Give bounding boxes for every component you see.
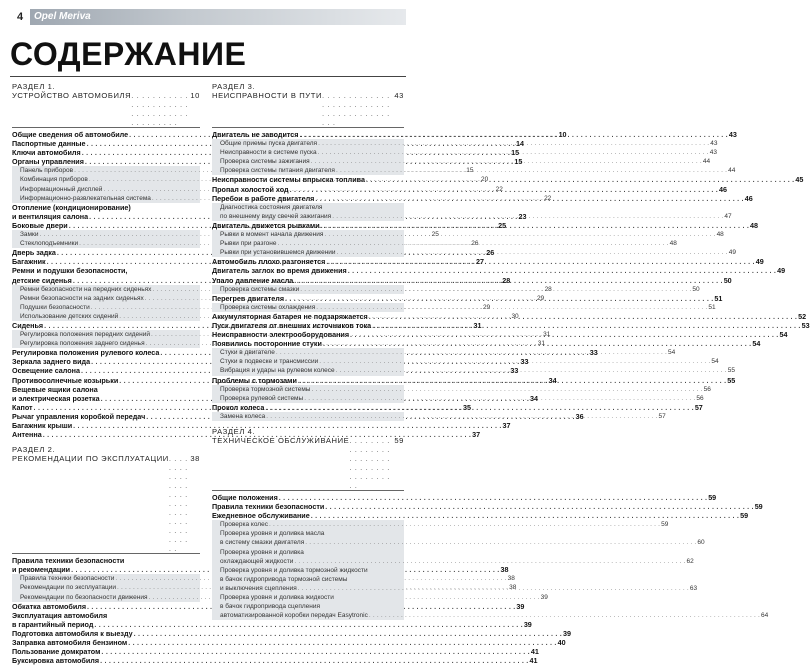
toc-entry-label: Информационно-развлекательная система — [20, 194, 151, 202]
toc-entry-page: 59 — [754, 502, 763, 512]
toc-entry-page: 29 — [536, 294, 545, 302]
toc-entry[interactable] — [212, 520, 669, 529]
dot-leader — [276, 348, 667, 357]
toc-entry[interactable] — [12, 647, 539, 657]
toc-entry-page: 38 — [509, 584, 517, 592]
toc-entry-page: 55 — [727, 375, 736, 385]
page-title: СОДЕРЖАНИЕ — [10, 36, 247, 72]
dot-leader — [285, 294, 713, 303]
toc-entry-label: Боковые двери — [12, 220, 68, 230]
toc-entry-page: 40 — [557, 638, 566, 648]
toc-entry-page: 63 — [689, 584, 698, 592]
toc-entry-page: 43 — [728, 130, 737, 139]
toc-entry-page: 41 — [529, 656, 538, 665]
dot-leader — [336, 366, 727, 375]
toc-entry-label: Двигатель заглох во время движения — [212, 266, 347, 276]
toc-entry-page: 31 — [543, 331, 551, 339]
dot-leader — [94, 620, 522, 629]
dot-leader — [299, 130, 727, 139]
toc-entry-page: 39 — [540, 593, 548, 601]
toc-entry-label: Проверка уровня и доливка жидкости — [220, 594, 334, 602]
toc-entry-label: и выключения сцепления — [220, 584, 297, 592]
dot-leader — [294, 276, 722, 285]
brand-title: Opel Meriva — [34, 11, 91, 22]
toc-entry-label: Паспортные данные — [12, 139, 86, 149]
dot-leader — [300, 285, 691, 294]
dot-leader — [101, 647, 529, 656]
toc-entry-page: 25 — [498, 220, 507, 230]
toc-entry-label: автоматизированной коробки передач Easytronic — [220, 612, 368, 620]
toc-entry-page: 48 — [716, 231, 724, 239]
dot-leader — [348, 266, 776, 275]
dot-leader — [265, 403, 693, 412]
toc-entry-page: 22 — [495, 185, 503, 193]
toc-entry-label: Проверка рулевой системы — [220, 394, 304, 402]
dot-leader — [324, 230, 715, 239]
toc-entry-label: Проверка колес — [220, 521, 268, 529]
toc-entry-label: Регулировка положения рулевого колеса — [12, 348, 160, 358]
toc-entry-page: 60 — [697, 539, 705, 547]
toc-entry-page: 30 — [511, 312, 519, 320]
toc-entry-page: 34 — [530, 393, 539, 403]
title-divider — [10, 76, 406, 77]
toc-entry[interactable] — [212, 385, 711, 394]
toc-entry-label: Проверка уровня и доливка — [220, 548, 304, 556]
toc-entry-page: 54 — [667, 349, 676, 357]
section-1-title[interactable]: УСТРОЙСТВО АВТОМОБИЛЯ . . . 10 — [12, 91, 200, 128]
toc-entry-page: 14 — [515, 139, 524, 149]
dot-leader — [269, 520, 660, 529]
toc-entry-page: 43 — [709, 149, 717, 157]
dot-leader — [316, 303, 707, 312]
toc-entry-page: 15 — [466, 167, 474, 175]
header-bar — [10, 9, 406, 25]
section-1-head: РАЗДЕЛ 1. — [12, 82, 56, 91]
toc-entry-page: 59 — [740, 511, 749, 521]
toc-entry-page: 31 — [473, 320, 482, 330]
toc-entry[interactable] — [12, 628, 572, 638]
toc-entry-page: 28 — [544, 285, 552, 293]
toc-entry-label: Перегрев двигателя — [212, 293, 285, 303]
dot-leader — [298, 376, 726, 385]
toc-entry-label: Замки — [20, 231, 39, 239]
toc-entry-label: в гарантийный период — [12, 619, 94, 629]
toc-entry-page: 59 — [708, 493, 717, 502]
toc-entry-page: 10 — [558, 130, 567, 139]
toc-entry-label: Отопление (кондиционирование) — [12, 202, 131, 212]
dot-leader — [294, 557, 685, 566]
dot-leader — [266, 412, 657, 421]
toc-entry-label: Правила техники безопасности — [12, 556, 125, 566]
toc-entry-label: Общие положения — [212, 493, 278, 502]
toc-entry-label: Вибрация и удары на рулевом колесе — [220, 367, 335, 375]
toc-entry-label: Аккумуляторная батарея не подзаряжается — [212, 311, 368, 321]
toc-entry-label: Рекомендации по эксплуатации — [20, 584, 116, 592]
dot-leader — [100, 656, 528, 665]
toc-entry-label: Пользование домкратом — [12, 647, 101, 657]
toc-entry-page: 53 — [801, 320, 810, 330]
page-number: 4 — [10, 9, 30, 25]
toc-entry-label: Проверка уровня и доливка масла — [220, 530, 325, 538]
toc-entry-label: Замена колеса — [220, 412, 266, 420]
dot-leader — [278, 239, 669, 248]
toc-entry-label: Буксировка автомобиля — [12, 656, 100, 665]
toc-entry-page: 22 — [544, 194, 552, 202]
toc-entry-page: 15 — [514, 157, 523, 167]
toc-entry-label: Вещевые ящики салона — [12, 384, 98, 394]
toc-entry-label: Правила техники безопасности — [20, 575, 115, 583]
dot-leader — [332, 212, 723, 221]
toc-entry-page: 54 — [711, 358, 719, 366]
toc-entry-label: Проверка системы зажигания — [220, 158, 310, 166]
toc-entry-page: 20 — [480, 176, 489, 184]
toc-entry-label: Проверка системы питания двигателя — [220, 167, 335, 175]
dot-leader — [134, 629, 562, 638]
toc-entry[interactable] — [12, 619, 532, 629]
toc-entry-label: Зеркала заднего вида — [12, 357, 91, 367]
dot-leader — [128, 638, 556, 647]
dot-leader — [350, 330, 778, 339]
toc-entry[interactable] — [12, 203, 200, 212]
dot-leader — [366, 175, 794, 184]
dot-leader — [311, 157, 702, 166]
toc-entry-label: Информационный дисплей — [20, 185, 103, 193]
toc-entry[interactable] — [12, 385, 200, 394]
toc-entry-page: 23 — [518, 211, 527, 221]
dot-leader — [305, 538, 696, 547]
toc-entry[interactable] — [12, 421, 511, 430]
toc-entry-label: Двигатель движется рывками — [212, 220, 320, 230]
toc-entry-page: 48 — [750, 220, 759, 230]
toc-entry-page: 39 — [523, 619, 532, 629]
section-2-head: РАЗДЕЛ 2. — [12, 445, 56, 455]
toc-entry-page: 15 — [511, 148, 520, 158]
dot-leader — [321, 221, 749, 230]
toc-entry-page: 46 — [718, 184, 727, 194]
toc-entry-page: 51 — [714, 293, 723, 303]
toc-entry-page: 38 — [500, 565, 509, 575]
toc-entry-page: 44 — [702, 158, 711, 166]
toc-entry[interactable] — [12, 556, 200, 565]
dot-leader — [315, 194, 743, 203]
toc-entry-label: по внешнему виду свечей зажигания — [220, 212, 332, 220]
toc-entry[interactable] — [212, 593, 404, 602]
toc-entry-label: охлаждающей жидкости — [220, 557, 294, 565]
toc-entry-label: Рывки в момент начала движения — [220, 231, 324, 239]
toc-entry-label: в систему смазки двигателя — [220, 539, 305, 547]
toc-entry-label: Капот — [12, 402, 33, 412]
toc-entry-page: 28 — [502, 275, 511, 285]
toc-entry-page: 33 — [589, 348, 598, 358]
toc-entry-label: Диагностика состояния двигателя — [220, 203, 323, 211]
toc-entry-page: 47 — [724, 212, 732, 220]
toc-entry-label: Неисправности электрооборудования — [212, 330, 350, 340]
toc-entry-label: Ремни и подушки безопасности, — [12, 266, 128, 276]
dot-leader — [311, 511, 739, 520]
toc-entry-page: 34 — [548, 375, 557, 385]
toc-entry-label: и вентиляция салона — [12, 211, 89, 221]
toc-entry-page: 26 — [486, 248, 495, 258]
toc-entry-label: Проблемы с тормозами — [212, 375, 297, 385]
section-3-title[interactable]: НЕИСПРАВНОСТИ В ПУТИ . . . 43 — [212, 91, 404, 128]
toc-entry[interactable] — [212, 602, 404, 611]
toc-entry-page: 46 — [744, 193, 753, 203]
toc-entry-page: 64 — [761, 612, 769, 620]
toc-entry-label: Рекомендации по безопасности движения — [20, 593, 148, 601]
toc-entry-page: 54 — [752, 339, 761, 349]
toc-entry-label: Ремни безопасности на задних сиденьях — [20, 294, 144, 302]
toc-entry-page: 59 — [661, 521, 669, 529]
dot-leader — [336, 166, 727, 175]
toc-entry-label: Стуки в подвеске и трансмиссии — [220, 358, 319, 366]
toc-entry-label: Регулировка положения заднего сиденья — [20, 340, 145, 348]
toc-entry-label: Багажник — [12, 257, 46, 267]
toc-entry-label: Использование детских сидений — [20, 312, 119, 320]
toc-entry-label: Дверь задка — [12, 248, 56, 258]
toc-entry[interactable] — [212, 511, 749, 521]
toc-entry-label: Ключи автомобиля — [12, 148, 81, 158]
section-2-title[interactable]: РЕКОМЕНДАЦИИ ПО ЭКСПЛУАТАЦИИ . . . 38 — [12, 454, 200, 554]
toc-entry-label: Комбинация приборов — [20, 176, 88, 184]
toc-entry-label: Появились посторонние стуки — [212, 339, 322, 349]
toc-entry-label: Органы управления — [12, 157, 84, 167]
toc-entry-label: Противосолнечные козырьки — [12, 375, 119, 385]
toc-entry-label: Рывки при установившемся движении — [220, 249, 336, 257]
toc-entry-page: 25 — [431, 231, 439, 239]
dot-leader — [369, 312, 797, 321]
toc-entry-page: 39 — [516, 601, 525, 611]
toc-entry-label: Проверка системы смазки — [220, 285, 300, 293]
toc-entry-label: Сиденья — [12, 320, 44, 330]
toc-entry-label: Ежедневное обслуживание — [212, 511, 310, 521]
toc-entry-page: 52 — [798, 311, 807, 321]
toc-entry[interactable] — [12, 611, 200, 620]
toc-entry[interactable] — [212, 502, 763, 512]
toc-entry-label: в бачок гидропривода сцепления — [220, 603, 320, 611]
toc-entry-label: Общие сведения об автомобиле — [12, 130, 129, 139]
toc-entry[interactable] — [212, 203, 404, 212]
section-3-head: РАЗДЕЛ 3. — [212, 82, 256, 91]
toc-entry-page: 37 — [502, 421, 511, 430]
toc-entry-page: 33 — [510, 366, 519, 376]
dot-leader — [311, 385, 702, 394]
toc-entry[interactable] — [212, 557, 694, 566]
toc-entry-page: 45 — [795, 175, 804, 185]
toc-entry-label: Заправка автомобиля бензином — [12, 638, 128, 648]
dot-leader — [323, 339, 751, 348]
toc-entry-label: Правила техники безопасности — [212, 502, 325, 512]
toc-entry-label: Неисправности в системе пуска — [220, 149, 317, 157]
toc-entry-page: 56 — [703, 385, 711, 393]
toc-entry-page: 56 — [696, 394, 704, 402]
toc-entry-label: Антенна — [12, 430, 42, 440]
toc-entry[interactable] — [212, 538, 705, 547]
toc-entry-page: 55 — [727, 367, 735, 375]
toc-entry-label: Подготовка автомобиля к выезду — [12, 628, 133, 638]
dot-leader — [318, 139, 709, 148]
toc-entry-label: Прокол колеса — [212, 402, 265, 412]
toc-entry-page: 49 — [755, 257, 764, 267]
toc-entry-label: Стеклоподъемники — [20, 240, 79, 248]
toc-entry-label: Ремни безопасности на передних сиденьях — [20, 285, 152, 293]
toc-entry-label: Рывки при разгоне — [220, 240, 277, 248]
toc-entry-page: 31 — [537, 340, 545, 348]
toc-entry-page: 33 — [520, 357, 529, 367]
toc-entry-page: 36 — [575, 411, 584, 421]
toc-entry-page: 26 — [471, 240, 479, 248]
toc-entry-label: Двигатель не заводится — [212, 130, 299, 139]
toc-entry-page: 57 — [658, 412, 666, 420]
dot-leader — [337, 248, 728, 257]
toc-entry[interactable] — [12, 638, 566, 648]
toc-entry[interactable] — [212, 566, 404, 575]
toc-entry-page: 48 — [669, 240, 677, 248]
toc-entry-label: Проверка уровня и доливка тормозной жидкости — [220, 566, 368, 574]
dot-leader — [304, 394, 695, 403]
dot-leader — [319, 357, 710, 366]
toc-entry-label: Подушки безопасности — [20, 303, 90, 311]
toc-entry-label: Панель приборов — [20, 167, 74, 175]
toc-entry-page: 37 — [472, 430, 481, 440]
toc-entry-label: Стуки в двигателе — [220, 349, 275, 357]
toc-entry-page: 57 — [694, 402, 703, 412]
toc-entry-page: 39 — [563, 628, 572, 638]
toc-entry-label: и электрическая розетка — [12, 393, 100, 403]
toc-entry-page: 27 — [476, 257, 485, 267]
toc-entry-label: Эксплуатация автомобиля — [12, 610, 108, 620]
toc-entry-label: Проверка системы охлаждения — [220, 303, 316, 311]
toc-entry-label: Автомобиль плохо разгоняется — [212, 257, 326, 267]
dot-leader — [290, 185, 718, 194]
toc-entry-label: Общие приемы пуска двигателя — [220, 140, 318, 148]
toc-entry-label: Багажник крыши — [12, 421, 73, 430]
toc-entry-page: 49 — [728, 249, 736, 257]
toc-entry-label: Проверка тормозной системы — [220, 385, 311, 393]
toc-entry-label: Обкатка автомобиля — [12, 601, 87, 611]
dot-leader — [326, 257, 754, 266]
toc-entry-page: 29 — [482, 303, 491, 311]
dot-leader — [298, 584, 689, 593]
toc-entry[interactable] — [212, 266, 786, 276]
toc-entry-label: Пуск двигателя от внешних источников тока — [212, 320, 372, 330]
toc-entry[interactable] — [212, 493, 717, 502]
toc-entry-label: Регулировка положения передних сидений — [20, 331, 150, 339]
toc-entry[interactable] — [12, 656, 538, 665]
section-4-title[interactable]: ТЕХНИЧЕСКОЕ ОБСЛУЖИВАНИЕ . . . 59 — [212, 436, 404, 491]
toc-entry-page: 38 — [507, 575, 515, 583]
dot-leader — [318, 148, 709, 157]
toc-entry[interactable] — [212, 575, 404, 584]
toc-entry-label: Освещение салона — [12, 366, 81, 376]
toc-entry-page: 50 — [723, 275, 732, 285]
toc-entry-label: Пропал холостой ход — [212, 184, 289, 194]
toc-entry-page: 35 — [462, 402, 471, 412]
toc-entry-page: 54 — [779, 330, 788, 340]
toc-entry-page: 49 — [777, 266, 786, 276]
toc-entry-label: детские сиденья — [12, 275, 72, 285]
toc-entry[interactable] — [212, 611, 769, 620]
toc-entry-page: 62 — [686, 557, 694, 565]
toc-entry[interactable] — [12, 266, 200, 275]
toc-entry-label: и рекомендации — [12, 565, 71, 575]
toc-entry-page: 43 — [710, 140, 718, 148]
dot-leader — [369, 611, 760, 620]
toc-entry-page: 41 — [530, 647, 539, 657]
toc-entry-page: 44 — [728, 167, 736, 175]
toc-entry[interactable] — [212, 529, 404, 538]
toc-entry-label: Упало давление масла — [212, 275, 294, 285]
toc-entry-label: Неисправности системы впрыска топлива — [212, 175, 365, 185]
toc-entry-page: 51 — [708, 303, 716, 311]
toc-entry-label: в бачок гидропривода тормозной системы — [220, 575, 348, 583]
dot-leader — [372, 321, 800, 330]
toc-entry[interactable] — [212, 548, 404, 557]
toc-entry-label: Перебои в работе двигателя — [212, 193, 315, 203]
dot-leader — [325, 502, 753, 511]
dot-leader — [279, 493, 707, 502]
toc-entry-page: 50 — [692, 285, 700, 293]
toc-entry-label: Рычаг управления коробкой передач — [12, 411, 146, 421]
section-4-head: РАЗДЕЛ 4. — [212, 427, 256, 436]
